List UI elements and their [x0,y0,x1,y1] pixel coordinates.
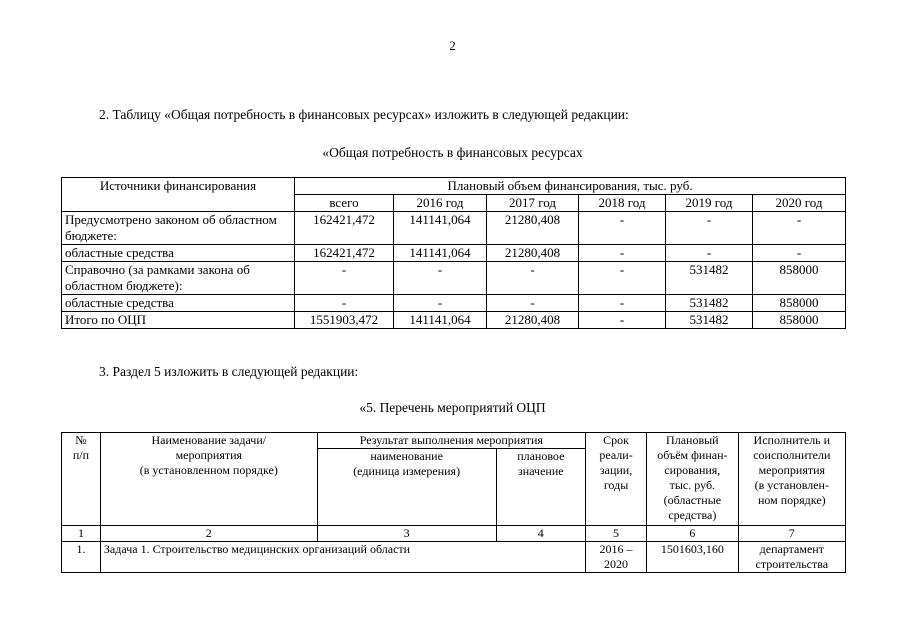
cell-value: - [753,212,846,245]
cell-value: - [579,245,666,262]
table-row [62,245,846,262]
cell-value: 531482 [666,312,753,329]
row-label: областные средства [62,295,295,312]
cell-value: 858000 [753,295,846,312]
subheader: 2020 год [753,195,846,212]
column-number: 5 [586,526,647,542]
cell-value: 21280,408 [487,245,579,262]
cell-value: - [487,295,579,312]
cell-value: - [394,295,487,312]
cell-value: 1551903,472 [295,312,394,329]
row-label: Итого по ОЦП [62,312,295,329]
header-result: Результат выполнения мероприятия [317,433,585,449]
measures-table [61,432,846,573]
header-result-name: наименование (единица измерения) [317,449,496,526]
header-source: Источники финансирования [62,178,295,212]
column-number: 7 [738,526,845,542]
header-result-value: плановое значение [496,449,585,526]
row-term: 2016 – 2020 [586,542,647,573]
cell-value: - [666,212,753,245]
paragraph-2: 2. Таблицу «Общая потребность в финансовых ресурсах» изложить в следующей редакции: [99,107,629,122]
subheader: 2017 год [487,195,579,212]
table-row [62,312,846,329]
row-label: Предусмотрено законом об областном бюджете: [62,212,295,245]
cell-value: 141141,064 [394,245,487,262]
cell-value: - [579,295,666,312]
cell-value: 531482 [666,262,753,295]
cell-value: 21280,408 [487,312,579,329]
row-label: областные средства [62,245,295,262]
financing-table [61,177,846,329]
paragraph-3: 3. Раздел 5 изложить в следующей редакции: [99,364,359,379]
subheader: 2018 год [579,195,666,212]
header-task: Наименование задачи/ мероприятия (в установленном порядке) [100,433,317,526]
table-row [62,542,846,573]
cell-value: - [579,262,666,295]
cell-value: - [394,262,487,295]
header-num: № п/п [62,433,101,526]
cell-value: 141141,064 [394,212,487,245]
cell-value: - [579,212,666,245]
subheader: 2016 год [394,195,487,212]
cell-value: - [295,295,394,312]
subheader: всего [295,195,394,212]
header-executor: Исполнитель и соисполнители мероприятия (в установлен- ном порядке) [738,433,845,526]
cell-value: - [753,245,846,262]
table-row [62,262,846,295]
column-number: 1 [62,526,101,542]
cell-value: - [295,262,394,295]
column-number: 3 [317,526,496,542]
column-number: 6 [647,526,739,542]
cell-value: 162421,472 [295,245,394,262]
row-volume: 1501603,160 [647,542,739,573]
table1-caption: «Общая потребность в финансовых ресурсах [322,145,583,160]
row-label: Справочно (за рамками закона об областном бюджете): [62,262,295,295]
subheader: 2019 год [666,195,753,212]
cell-value: 141141,064 [394,312,487,329]
row-task: Задача 1. Строительство медицинских организаций области [100,542,585,573]
cell-value: - [579,312,666,329]
cell-value: 162421,472 [295,212,394,245]
table-row [62,212,846,245]
column-number: 2 [100,526,317,542]
cell-value: - [487,262,579,295]
table-row [62,295,846,312]
header-volume: Плановый объём финан- сирования, тыс. руб. (областные средства) [647,433,739,526]
row-num: 1. [62,542,101,573]
cell-value: - [666,245,753,262]
row-executor: департамент строительства [738,542,845,573]
column-number-row [62,526,846,542]
cell-value: 21280,408 [487,212,579,245]
header-plan-group: Плановый объем финансирования, тыс. руб. [295,178,846,195]
cell-value: 531482 [666,295,753,312]
cell-value: 858000 [753,262,846,295]
header-term: Срок реали- зации, годы [586,433,647,526]
page-number: 2 [449,38,456,53]
cell-value: 858000 [753,312,846,329]
column-number: 4 [496,526,585,542]
table2-caption: «5. Перечень мероприятий ОЦП [359,400,546,415]
